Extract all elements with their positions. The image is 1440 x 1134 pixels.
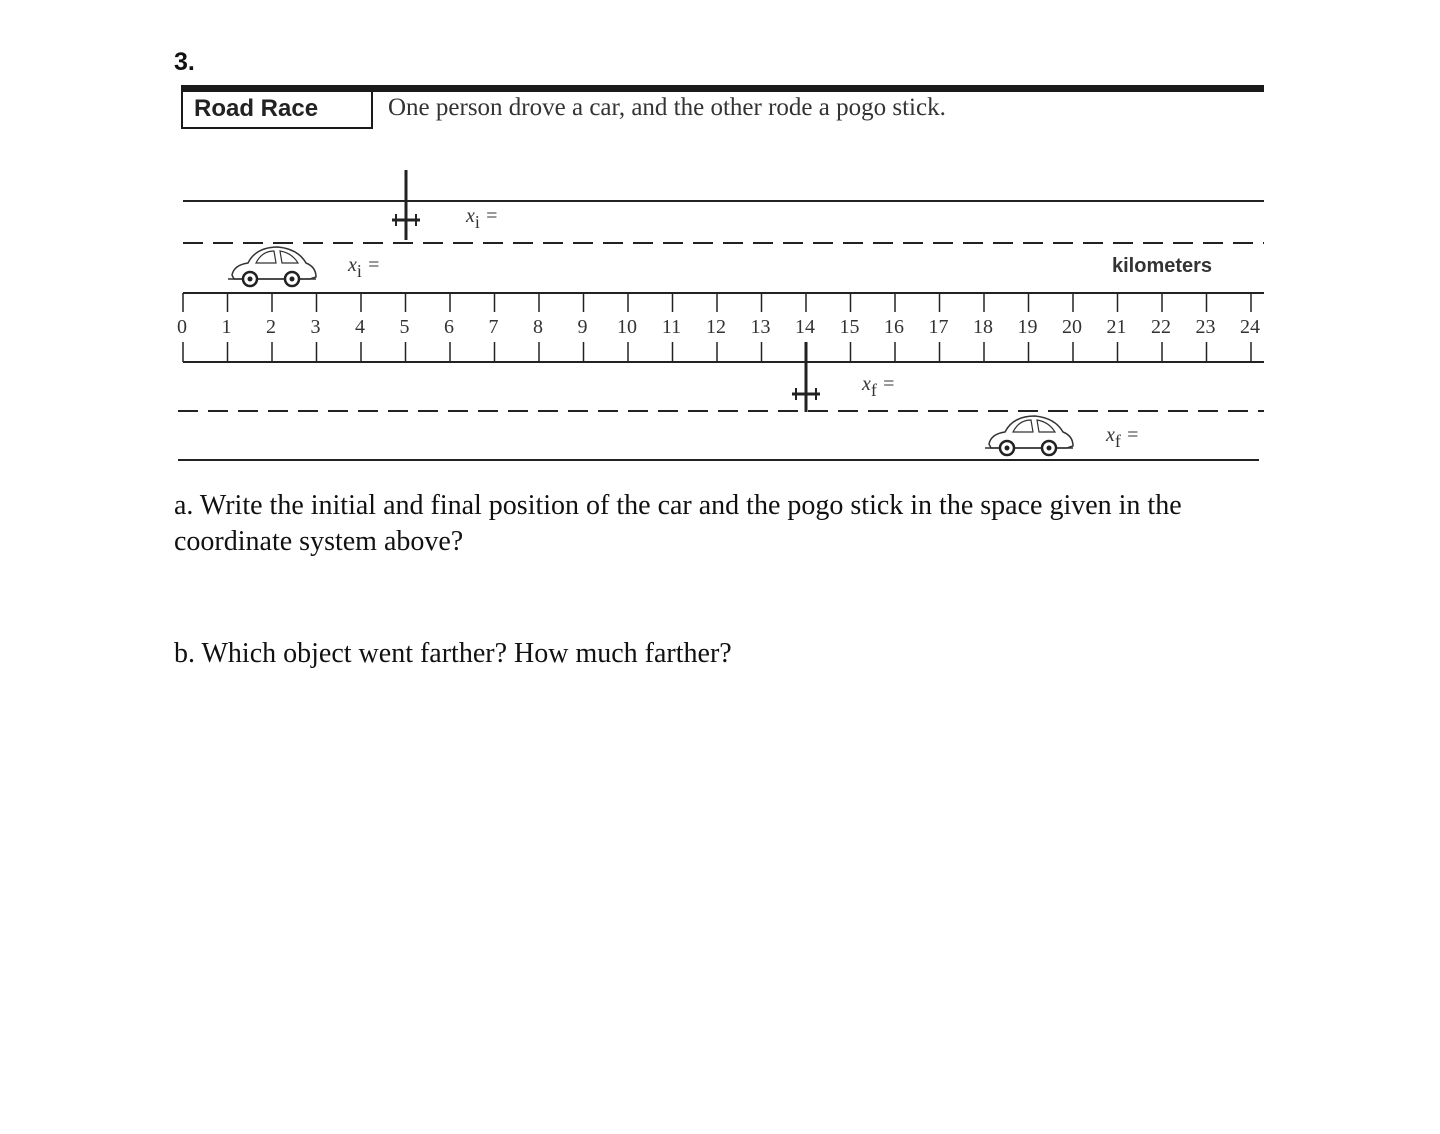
car-final-label	[1106, 424, 1139, 452]
pogo-initial-equals: =	[484, 205, 499, 227]
tick-label-9: 9	[577, 316, 588, 338]
pogo-initial-var: x	[466, 205, 475, 227]
car-initial-icon	[226, 243, 318, 291]
units-label: kilometers	[1112, 255, 1213, 277]
tick-label-4: 4	[355, 316, 365, 338]
car-initial-equals: =	[366, 254, 381, 276]
tick-label-6: 6	[444, 316, 454, 338]
tick-label-19: 19	[1017, 316, 1038, 338]
question-b: b. Which object went farther? How much farther?	[174, 638, 732, 669]
tick-label-17: 17	[928, 316, 949, 338]
tick-label-3: 3	[310, 316, 321, 338]
car-initial-var: x	[348, 254, 357, 276]
pogo-initial-sub: i	[474, 212, 480, 232]
car-final-equals: =	[1125, 424, 1140, 446]
pogo-stick-initial-icon	[386, 170, 426, 240]
tick-label-16: 16	[884, 316, 904, 338]
problem-title: Road Race	[181, 89, 373, 129]
tick-label-22: 22	[1151, 316, 1171, 338]
pogo-stick-final-icon	[786, 342, 826, 412]
tick-label-15: 15	[839, 316, 860, 338]
tick-label-5: 5	[399, 316, 410, 338]
car-initial-sub: i	[356, 261, 362, 281]
tick-label-20: 20	[1062, 316, 1082, 338]
problem-description: One person drove a car, and the other rode a pogo stick.	[388, 94, 946, 121]
pogo-final-sub: f	[870, 380, 877, 400]
pogo-final-var: x	[862, 373, 871, 395]
tick-label-21: 21	[1106, 316, 1127, 338]
tick-label-2: 2	[266, 316, 276, 338]
tick-label-13: 13	[750, 316, 771, 338]
car-final-var: x	[1106, 424, 1115, 446]
pogo-initial-label	[466, 205, 498, 233]
tick-label-23: 23	[1195, 316, 1216, 338]
tick-label-14: 14	[795, 316, 815, 338]
car-final-sub: f	[1114, 431, 1121, 451]
tick-label-11: 11	[661, 316, 682, 338]
question-a: a. Write the initial and final position of the car and the pogo stick in the space given in the coordinate system above?	[174, 490, 1182, 557]
pogo-final-equals: =	[881, 373, 896, 395]
tick-label-7: 7	[488, 316, 499, 338]
tick-label-12: 12	[706, 316, 726, 338]
tick-label-24: 24	[1240, 316, 1260, 338]
car-initial-label	[348, 254, 380, 282]
car-final-icon	[983, 412, 1075, 460]
tick-label-0: 0	[177, 316, 187, 338]
tick-label-1: 1	[221, 316, 232, 338]
tick-label-18: 18	[973, 316, 993, 338]
tick-label-8: 8	[533, 316, 543, 338]
ruler-ticks	[0, 0, 1440, 470]
question-number: 3.	[174, 48, 195, 76]
pogo-final-label	[862, 373, 895, 401]
tick-label-10: 10	[617, 316, 637, 338]
